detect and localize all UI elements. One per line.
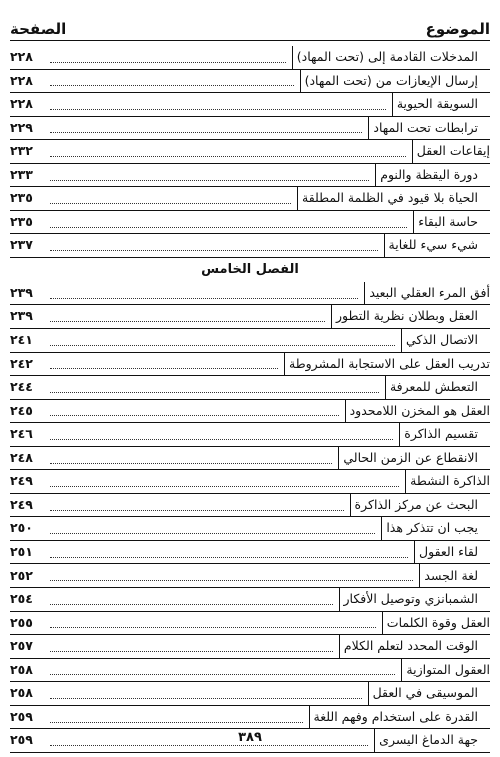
- toc-entry-title: الذاكرة النشطة: [405, 470, 490, 493]
- dot-leader: [50, 150, 406, 157]
- toc-entry-title: يجب ان تتذكر هذا: [381, 517, 478, 540]
- toc-entry: [10, 447, 490, 471]
- toc-entry: [10, 706, 490, 730]
- toc-entry-title: الانقطاع عن الزمن الحالي: [338, 447, 478, 470]
- toc-entry: [10, 117, 490, 141]
- toc-entry: [10, 140, 490, 164]
- toc-entry-title: الشمبانزي وتوصيل الأفكار: [339, 588, 479, 611]
- toc-entry-page: ٢٣٢: [10, 143, 33, 159]
- toc-entry-page: ٢٣٩: [10, 284, 33, 300]
- toc-entry: [10, 517, 490, 541]
- dot-leader: [50, 315, 325, 322]
- toc-entry-title: العقل وقوة الكلمات: [382, 612, 490, 635]
- toc-entry-page: ٢٥٩: [10, 708, 33, 724]
- toc-entry-page: ٢٢٨: [10, 49, 33, 65]
- dot-leader: [50, 174, 369, 181]
- toc-entry: [10, 612, 490, 636]
- toc-entry-title: تدريب العقل على الاستجابة المشروطة: [284, 353, 490, 376]
- toc-entry-title: الوقت المحدد لتعلم الكلام: [339, 635, 478, 658]
- toc-entry-page: ٢٣٧: [10, 237, 33, 253]
- toc-entry-title: المدخلات القادمة إلى (تحت المهاد): [292, 46, 478, 69]
- toc-entry-page: ٢٤٨: [10, 449, 33, 465]
- toc-entry-title: ترابطات تحت المهاد: [368, 117, 478, 140]
- toc-entry: [10, 376, 490, 400]
- toc-entry-page: ٢٥٨: [10, 685, 33, 701]
- toc-entry: [10, 564, 490, 588]
- dot-leader: [50, 126, 362, 133]
- toc-entry: [10, 541, 490, 565]
- toc-entry-title: العقل هو المخزن اللامحدود: [345, 400, 490, 423]
- toc-entry-title: التعطش للمعرفة: [385, 376, 478, 399]
- chapter-title: الفصل الخامس: [201, 262, 299, 278]
- dot-leader: [50, 244, 378, 251]
- dot-leader: [50, 716, 303, 723]
- dot-leader: [50, 79, 294, 86]
- toc-entry: [10, 400, 490, 424]
- dot-leader: [50, 598, 333, 605]
- dot-leader: [50, 292, 358, 299]
- dot-leader: [50, 692, 362, 699]
- dot-leader: [50, 668, 395, 675]
- dot-leader: [50, 197, 291, 204]
- toc-entry: [10, 187, 490, 211]
- toc-list: [10, 46, 490, 753]
- dot-leader: [50, 339, 395, 346]
- toc-entry-title: دورة اليقظة والنوم: [375, 164, 478, 187]
- toc-entry-title: شيء سيء للغاية: [384, 234, 478, 257]
- toc-entry-title: لقاء العقول: [414, 541, 478, 564]
- dot-leader: [50, 621, 376, 628]
- dot-leader: [50, 504, 344, 511]
- toc-entry: [10, 353, 490, 377]
- dot-leader: [50, 551, 408, 558]
- toc-entry: [10, 70, 490, 94]
- dot-leader: [50, 56, 286, 63]
- dot-leader: [50, 433, 393, 440]
- toc-entry-title: جهة الدماغ اليسرى: [374, 729, 478, 752]
- toc-entry-title: الاتصال الذكي: [401, 329, 478, 352]
- dot-leader: [50, 103, 386, 110]
- toc-entry: [10, 329, 490, 353]
- toc-entry-page: ٢٢٨: [10, 96, 33, 112]
- toc-entry-title: البحث عن مركز الذاكرة: [350, 494, 478, 517]
- toc-entry-page: ٢٤٥: [10, 402, 33, 418]
- toc-entry-page: ٢٤٩: [10, 496, 33, 512]
- toc-entry-title: أفق المرء العقلي البعيد: [364, 282, 490, 305]
- toc-entry-title: تقسيم الذاكرة: [399, 423, 478, 446]
- toc-entry: [10, 635, 490, 659]
- dot-leader: [50, 457, 332, 464]
- toc-entry: [10, 588, 490, 612]
- toc-entry: [10, 93, 490, 117]
- toc-entry: [10, 164, 490, 188]
- dot-leader: [50, 645, 333, 652]
- toc-entry-title: لغة الجسد: [419, 564, 478, 587]
- toc-entry-page: ٢٥٨: [10, 661, 33, 677]
- dot-leader: [50, 221, 407, 228]
- toc-section-1: [10, 46, 490, 258]
- toc-entry-page: ٢٣٥: [10, 213, 33, 229]
- toc-entry: [10, 494, 490, 518]
- toc-entry-page: ٢٢٩: [10, 119, 33, 135]
- toc-entry: [10, 682, 490, 706]
- toc-entry-page: ٢٥٢: [10, 567, 33, 583]
- header-rule: [10, 40, 490, 41]
- toc-section-2: [10, 282, 490, 753]
- toc-entry-title: السويقة الحيوية: [392, 93, 478, 116]
- dot-leader: [50, 527, 375, 534]
- page-number: ٣٨٩: [238, 730, 262, 745]
- toc-entry: [10, 282, 490, 306]
- toc-entry-title: القدرة على استخدام وفهم اللغة: [309, 706, 478, 729]
- toc-entry: [10, 470, 490, 494]
- toc-entry-title: إرسال الإيعازات من (تحت المهاد): [300, 70, 478, 93]
- toc-entry-page: ٢٥٥: [10, 614, 33, 630]
- toc-entry-page: ٢٤٢: [10, 355, 33, 371]
- toc-entry: [10, 234, 490, 258]
- toc-entry-page: ٢٢٨: [10, 72, 33, 88]
- toc-entry-page: ٢٣٣: [10, 166, 33, 182]
- toc-entry-title: العقول المتوازية: [401, 659, 490, 682]
- toc-entry-page: ٢٣٩: [10, 308, 33, 324]
- toc-entry: [10, 46, 490, 70]
- toc-entry-page: ٢٣٥: [10, 190, 33, 206]
- toc-entry-page: ٢٥٤: [10, 591, 33, 607]
- toc-entry: [10, 211, 490, 235]
- dot-leader: [50, 480, 399, 487]
- toc-entry-page: ٢٤٤: [10, 379, 33, 395]
- toc-entry-page: ٢٥٩: [10, 732, 33, 748]
- toc-entry: [10, 659, 490, 683]
- dot-leader: [50, 574, 413, 581]
- toc-entry-page: ٢٤٩: [10, 473, 33, 489]
- toc-entry-title: الموسيقى في العقل: [368, 682, 478, 705]
- toc-header: [10, 8, 490, 38]
- toc-entry-title: العقل وبطلان نظرية التطور: [331, 305, 478, 328]
- toc-entry-page: ٢٥٧: [10, 638, 33, 654]
- toc-entry-page: ٢٤١: [10, 332, 33, 348]
- dot-leader: [50, 362, 278, 369]
- toc-entry: [10, 305, 490, 329]
- toc-entry-page: ٢٥٠: [10, 520, 33, 536]
- dot-leader: [50, 409, 339, 416]
- toc-entry-page: ٢٥١: [10, 543, 33, 559]
- toc-entry-page: ٢٤٦: [10, 426, 33, 442]
- toc-entry-title: إيقاعات العقل: [412, 140, 490, 163]
- toc-entry-title: حاسة البقاء: [413, 211, 478, 234]
- toc-entry: [10, 423, 490, 447]
- dot-leader: [50, 386, 379, 393]
- topic-heading: الموضوع: [425, 20, 490, 38]
- toc-entry-title: الحياة بلا قيود في الظلمة المطلقة: [297, 187, 478, 210]
- page-heading: الصفحة: [10, 20, 67, 38]
